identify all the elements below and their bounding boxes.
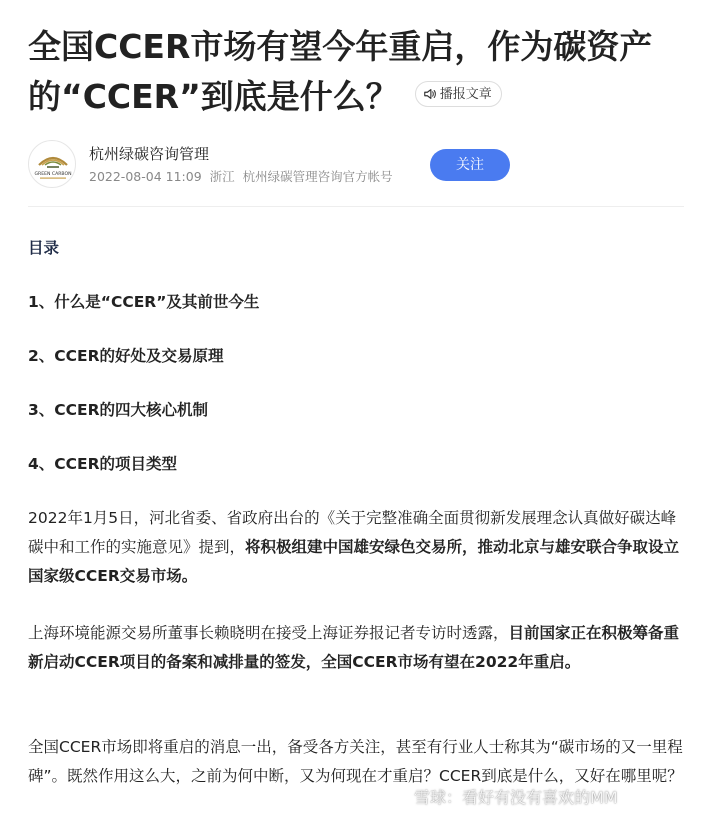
speaker-icon — [423, 87, 437, 101]
paragraph-1-text: 2022年1月5日，河北省委、省政府出台的《关于完整准确全面贯彻新发展理念认真做好碳达峰碳中和工作的实施意见》提到， — [28, 509, 677, 556]
green-carbon-logo-icon — [29, 141, 76, 188]
author-row — [28, 140, 688, 192]
author-account-desc: 杭州绿碳管理咨询官方帐号 — [242, 169, 393, 184]
publish-date: 2022-08-04 11:09 — [89, 169, 202, 184]
toc-item-3[interactable]: 3、CCER的四大核心机制 — [28, 401, 209, 419]
toc-item-1[interactable]: 1、什么是“CCER”及其前世今生 — [28, 293, 260, 311]
publish-location: 浙江 — [209, 169, 235, 184]
paragraph-2 — [28, 619, 688, 677]
snowball-logo-icon — [390, 788, 410, 808]
toc-item-2[interactable]: 2、CCER的好处及交易原理 — [28, 347, 224, 365]
article-title — [28, 22, 688, 122]
paragraph-1 — [28, 504, 688, 591]
watermark — [390, 786, 618, 810]
watermark-text: 雪球：看好有没有喜欢的MM — [414, 788, 618, 807]
toc-heading: 目录 — [28, 239, 60, 257]
paragraph-3 — [28, 733, 688, 791]
avatar-text: GREEN CARBON — [34, 172, 72, 177]
paragraph-2-bold: 目前国家正在积极筹备重新启动CCER项目的备案和减排量的签发，全国CCER市场有望在2022年重启。 — [28, 624, 680, 671]
toc-item-4[interactable]: 4、CCER的项目类型 — [28, 455, 178, 473]
follow-button[interactable]: 关注 — [430, 149, 510, 181]
avatar[interactable] — [28, 140, 76, 188]
author-name[interactable]: 杭州绿碳咨询管理 — [89, 145, 210, 163]
paragraph-3-text: 全国CCER市场即将重启的消息一出，备受各方关注，甚至有行业人士称其为“碳市场的又一里程碑”。既然作用这么大，之前为何中断，又为何现在才重启？CCER到底是什么，又好在哪里呢？ — [28, 738, 683, 785]
author-meta — [89, 168, 401, 186]
tts-button[interactable] — [415, 81, 502, 107]
paragraph-1-bold: 将积极组建中国雄安绿色交易所，推动北京与雄安联合争取设立国家级CCER交易市场。 — [28, 538, 680, 585]
article-title-text: 全国CCER市场有望今年重启，作为碳资产的“CCER”到底是什么？ — [28, 27, 653, 116]
divider — [28, 206, 684, 207]
paragraph-2-text: 上海环境能源交易所董事长赖晓明在接受上海证券报记者专访时透露， — [28, 624, 509, 642]
tts-label: 播报文章 — [439, 86, 492, 101]
